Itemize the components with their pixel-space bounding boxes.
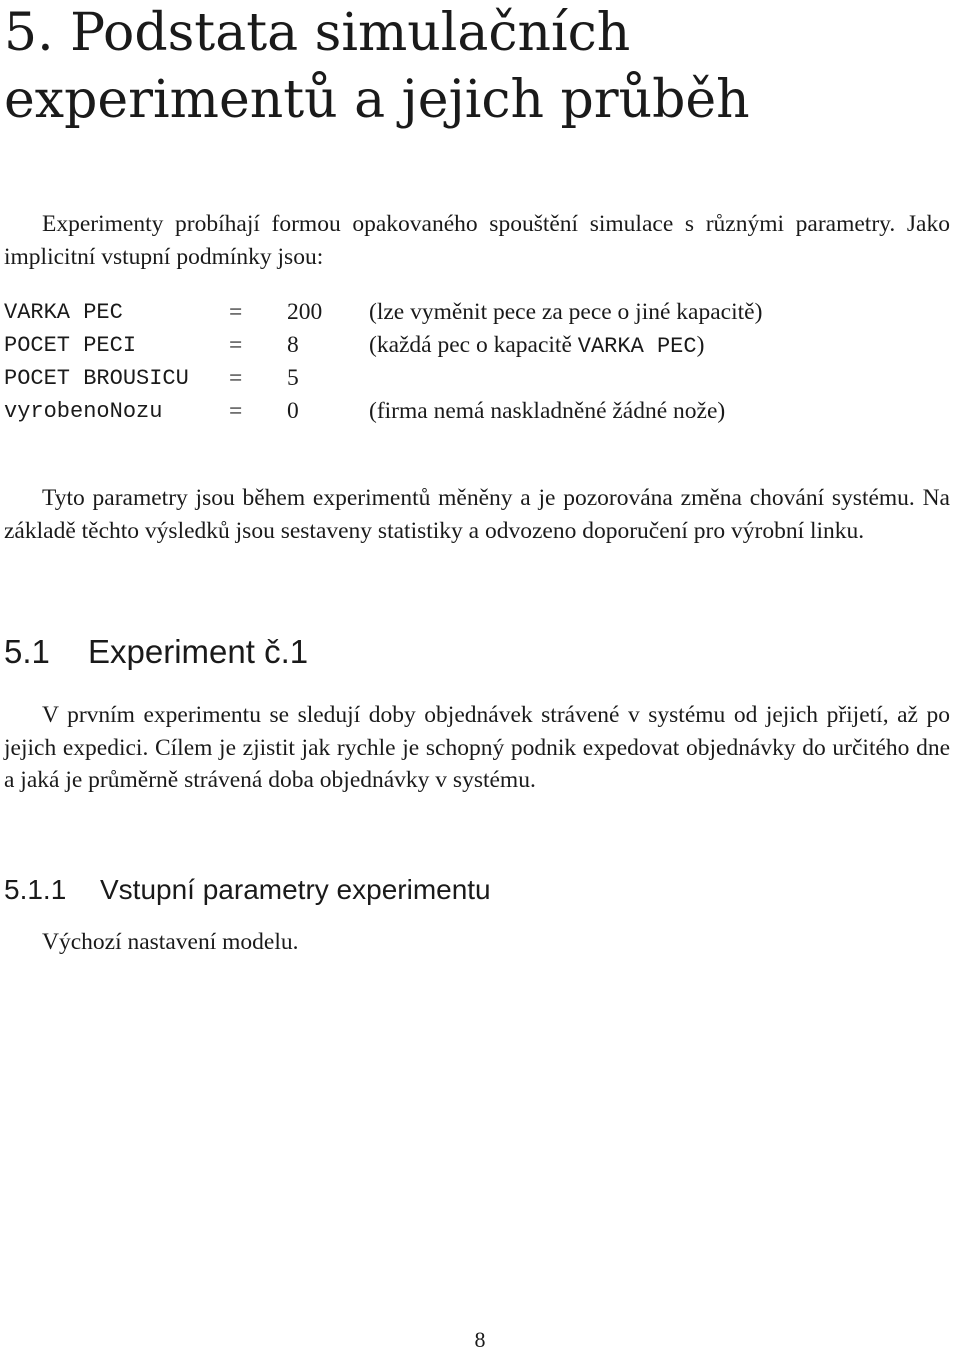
parameter-value: 200 xyxy=(287,299,323,325)
parameter-value: 5 xyxy=(287,365,299,391)
parameter-note-code: VARKA PEC xyxy=(577,334,697,359)
parameter-row xyxy=(4,296,762,329)
parameter-row xyxy=(4,329,762,362)
parameter-name: VARKA PEC xyxy=(4,300,123,325)
section-title: Experiment č.1 xyxy=(88,633,309,670)
chapter-title-line2: experimentů a jejich průběh xyxy=(4,70,750,130)
subsection-heading xyxy=(4,870,491,910)
parameter-equals: = xyxy=(229,398,243,424)
parameters-paragraph xyxy=(4,482,950,547)
page-number: 8 xyxy=(474,1327,486,1352)
section-heading xyxy=(4,630,308,674)
intro-text: Experimenty probíhají formou opakovaného spouštění simulace s různými parametry. Jako implicitní vstupní podmínky jsou: xyxy=(4,211,950,270)
chapter-title-line1: 5. Podstata simulačních xyxy=(4,3,631,63)
parameter-equals: = xyxy=(229,332,243,358)
subsection-number: 5.1.1 xyxy=(4,874,67,905)
parameter-value: 0 xyxy=(287,398,299,424)
subsection-paragraph-text: Výchozí nastavení modelu. xyxy=(42,929,299,955)
parameter-note-text: (každá pec o kapacitě xyxy=(369,332,578,358)
parameter-note xyxy=(369,362,762,395)
parameters-paragraph-text: Tyto parametry jsou během experimentů měněny a je pozorována změna chování systému. Na základě těchto výsledků jsou sestaveny statistiky a odvozeno doporučení pro výrobní linku. xyxy=(4,485,950,544)
parameter-row xyxy=(4,395,762,428)
parameter-note: (firma nemá naskladněné žádné nože) xyxy=(369,398,726,424)
parameter-table xyxy=(4,296,762,428)
parameter-equals: = xyxy=(229,299,243,325)
parameter-name: POCET PECI xyxy=(4,333,137,358)
intro-paragraph xyxy=(4,208,950,273)
parameter-note xyxy=(369,329,762,362)
parameter-note-end: ) xyxy=(696,332,705,358)
parameter-name: vyrobenoNozu xyxy=(4,399,163,424)
parameter-equals: = xyxy=(229,365,243,391)
section-number: 5.1 xyxy=(4,633,50,670)
subsection-title: Vstupní parametry experimentu xyxy=(100,874,491,905)
section-paragraph-text: V prvním experimentu se sledují doby objednávek strávené v systému od jejich přijetí, až po jejich expedici. Cílem je zjistit jak rychle je schopný podnik expedovat objednávky do určitého dne a jaká je průměrně strávená doba objednávky v systému. xyxy=(4,702,950,793)
parameter-value: 8 xyxy=(287,332,299,358)
parameter-row xyxy=(4,362,762,395)
parameter-name: POCET BROUSICU xyxy=(4,366,189,391)
chapter-title xyxy=(4,0,944,134)
parameter-note: (lze vyměnit pece za pece o jiné kapacitě) xyxy=(369,299,763,325)
subsection-paragraph xyxy=(4,926,950,959)
section-paragraph xyxy=(4,699,950,797)
